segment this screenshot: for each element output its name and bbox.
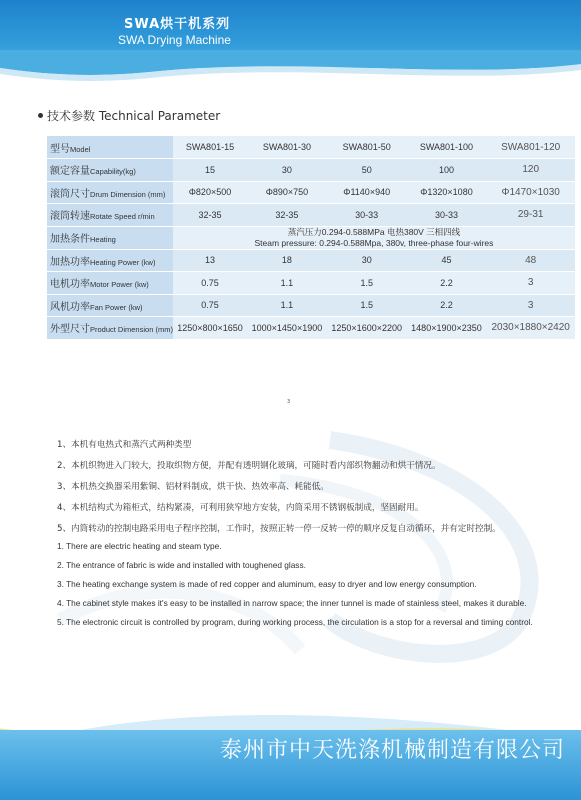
table-cell: 48: [486, 249, 575, 272]
table-cell: Φ820×500: [173, 181, 247, 204]
row-label: [47, 294, 173, 317]
row-label-cn: 滚筒尺寸: [50, 188, 90, 200]
table-cell: Φ1470×1030: [486, 181, 575, 204]
note-cn-item: 4、本机结构式为箱柜式，结构紧凑，可利用狭窄地方安装，内筒采用不锈钢板制成，坚固耐用。: [57, 503, 424, 513]
parameter-table: [47, 136, 575, 340]
bullet-icon: [38, 113, 43, 118]
table-cell: 1480×1900×2350: [407, 317, 487, 340]
note-cn-item: 3、本机热交换器采用紫铜、铝材料制成，烘干快、热效率高、耗能低。: [57, 482, 329, 492]
table-row: [47, 159, 575, 182]
row-label: [47, 204, 173, 227]
row-label-en: Fan Power (kw): [90, 302, 143, 312]
row-label-en: Heating: [90, 235, 116, 244]
row-label-en: Motor Power (kw): [90, 280, 149, 290]
note-en-item: 5. The electronic circuit is controlled by program, during working process, the circulation is a stop for a reversal and timing control.: [57, 617, 533, 627]
row-label: [47, 249, 173, 272]
section-heading-text: 技术参数 Technical Parameter: [47, 109, 221, 123]
table-cell: 3: [486, 272, 575, 295]
header-title-cn: SWA烘干机系列: [124, 17, 231, 32]
table-cell: 1.1: [247, 294, 327, 317]
heating-merged-cell: [173, 226, 575, 249]
table-cell: SWA801-120: [486, 136, 575, 159]
page-number: 3: [287, 399, 291, 405]
row-label-en: Rotate Speed r/min: [90, 212, 155, 222]
row-label-cn: 额定容量: [50, 166, 90, 178]
table-cell: SWA801-15: [173, 136, 247, 159]
row-label-en: Heating Power (kw): [90, 257, 156, 267]
table-cell: Φ1320×1080: [407, 181, 487, 204]
heating-en: Steam pressure: 0.294-0.588Mpa, 380v, three-phase four-wires: [254, 237, 494, 248]
table-cell: 100: [407, 159, 487, 182]
table-row: [47, 249, 575, 272]
table-cell: 1250×1600×2200: [327, 317, 407, 340]
table-cell: 30-33: [407, 204, 487, 227]
table-cell: 1.5: [327, 294, 407, 317]
row-label: [47, 159, 173, 182]
table-cell: Φ1140×940: [327, 181, 407, 204]
row-label-cn: 型号: [50, 143, 70, 155]
table-cell: 45: [407, 249, 487, 272]
table-cell: 1000×1450×1900: [247, 317, 327, 340]
section-heading: [38, 107, 220, 124]
table-row: [47, 204, 575, 227]
row-label-en: Drum Dimension (mm): [90, 189, 166, 199]
row-label: [47, 317, 173, 340]
row-label: [47, 181, 173, 204]
note-cn-item: 1、本机有电热式和蒸汽式两种类型: [57, 440, 192, 450]
notes-en-list: [57, 540, 557, 635]
table-row: [47, 136, 575, 159]
table-cell: 1250×800×1650: [173, 317, 247, 340]
table-cell: 30-33: [327, 204, 407, 227]
table-cell: 0.75: [173, 272, 247, 295]
table-cell: 2.2: [407, 294, 487, 317]
table-cell: 120: [486, 159, 575, 182]
header-wave-decoration: [0, 50, 581, 90]
table-cell: 2.2: [407, 272, 487, 295]
table-cell: 29-31: [486, 204, 575, 227]
notes-cn-list: [57, 435, 567, 540]
note-en-item: 4. The cabinet style makes it's easy to be installed in narrow space; the inner tunnel is made of stainless steel, makes it durable.: [57, 598, 527, 608]
table-cell: SWA801-30: [247, 136, 327, 159]
table-cell: 13: [173, 249, 247, 272]
table-cell: 30: [247, 159, 327, 182]
row-label-cn: 电机功率: [50, 279, 90, 291]
table-cell: 1.5: [327, 272, 407, 295]
row-label-cn: 风机功率: [50, 301, 90, 313]
table-row: [47, 272, 575, 295]
table-cell: 32-35: [247, 204, 327, 227]
table-cell: 3: [486, 294, 575, 317]
row-label-en: Model: [70, 144, 91, 154]
table-row: [47, 294, 575, 317]
table-cell: 18: [247, 249, 327, 272]
row-label-en: Product Dimension (mm): [90, 325, 173, 335]
company-name: 泰州市中天洗涤机械制造有限公司: [219, 738, 565, 763]
heating-cn: 蒸汽压力0.294-0.588MPa 电热380V 三相四线: [287, 226, 461, 237]
table-cell: 0.75: [173, 294, 247, 317]
row-label-en: Capability(kg): [90, 167, 136, 177]
table-cell: 1.1: [247, 272, 327, 295]
row-label: [47, 136, 173, 159]
table-cell: 30: [327, 249, 407, 272]
table-cell: SWA801-100: [407, 136, 487, 159]
table-row: [47, 226, 575, 249]
table-row: [47, 181, 575, 204]
row-label: [47, 272, 173, 295]
table-cell: 50: [327, 159, 407, 182]
note-en-item: 1. There are electric heating and steam type.: [57, 541, 222, 551]
table-cell: Φ890×750: [247, 181, 327, 204]
note-cn-item: 2、本机织物进入门较大，投取织物方便，并配有透明钢化玻璃，可随时看内部织物翻动和烘干情况。: [57, 461, 441, 471]
note-cn-item: 5、内筒转动的控制电路采用电子程序控制，工作时，按照正转一停一反转一停的顺序反复自动循环，并有定时控制。: [57, 524, 501, 534]
table-cell: 2030×1880×2420: [486, 317, 575, 340]
note-en-item: 2. The entrance of fabric is wide and installed with toughened glass.: [57, 560, 306, 570]
note-en-item: 3. The heating exchange system is made of red copper and aluminum, easy to dryer and low energy consumption.: [57, 579, 477, 589]
row-label-cn: 加热功率: [50, 256, 90, 268]
row-label: [47, 226, 173, 249]
row-label-cn: 滚筒转速: [50, 211, 90, 223]
header-title-en: SWA Drying Machine: [118, 33, 231, 47]
row-label-cn: 加热条件: [50, 234, 90, 245]
table-cell: SWA801-50: [327, 136, 407, 159]
table-row: [47, 317, 575, 340]
row-label-cn: 外型尺寸: [50, 324, 90, 336]
table-cell: 15: [173, 159, 247, 182]
table-cell: 32-35: [173, 204, 247, 227]
